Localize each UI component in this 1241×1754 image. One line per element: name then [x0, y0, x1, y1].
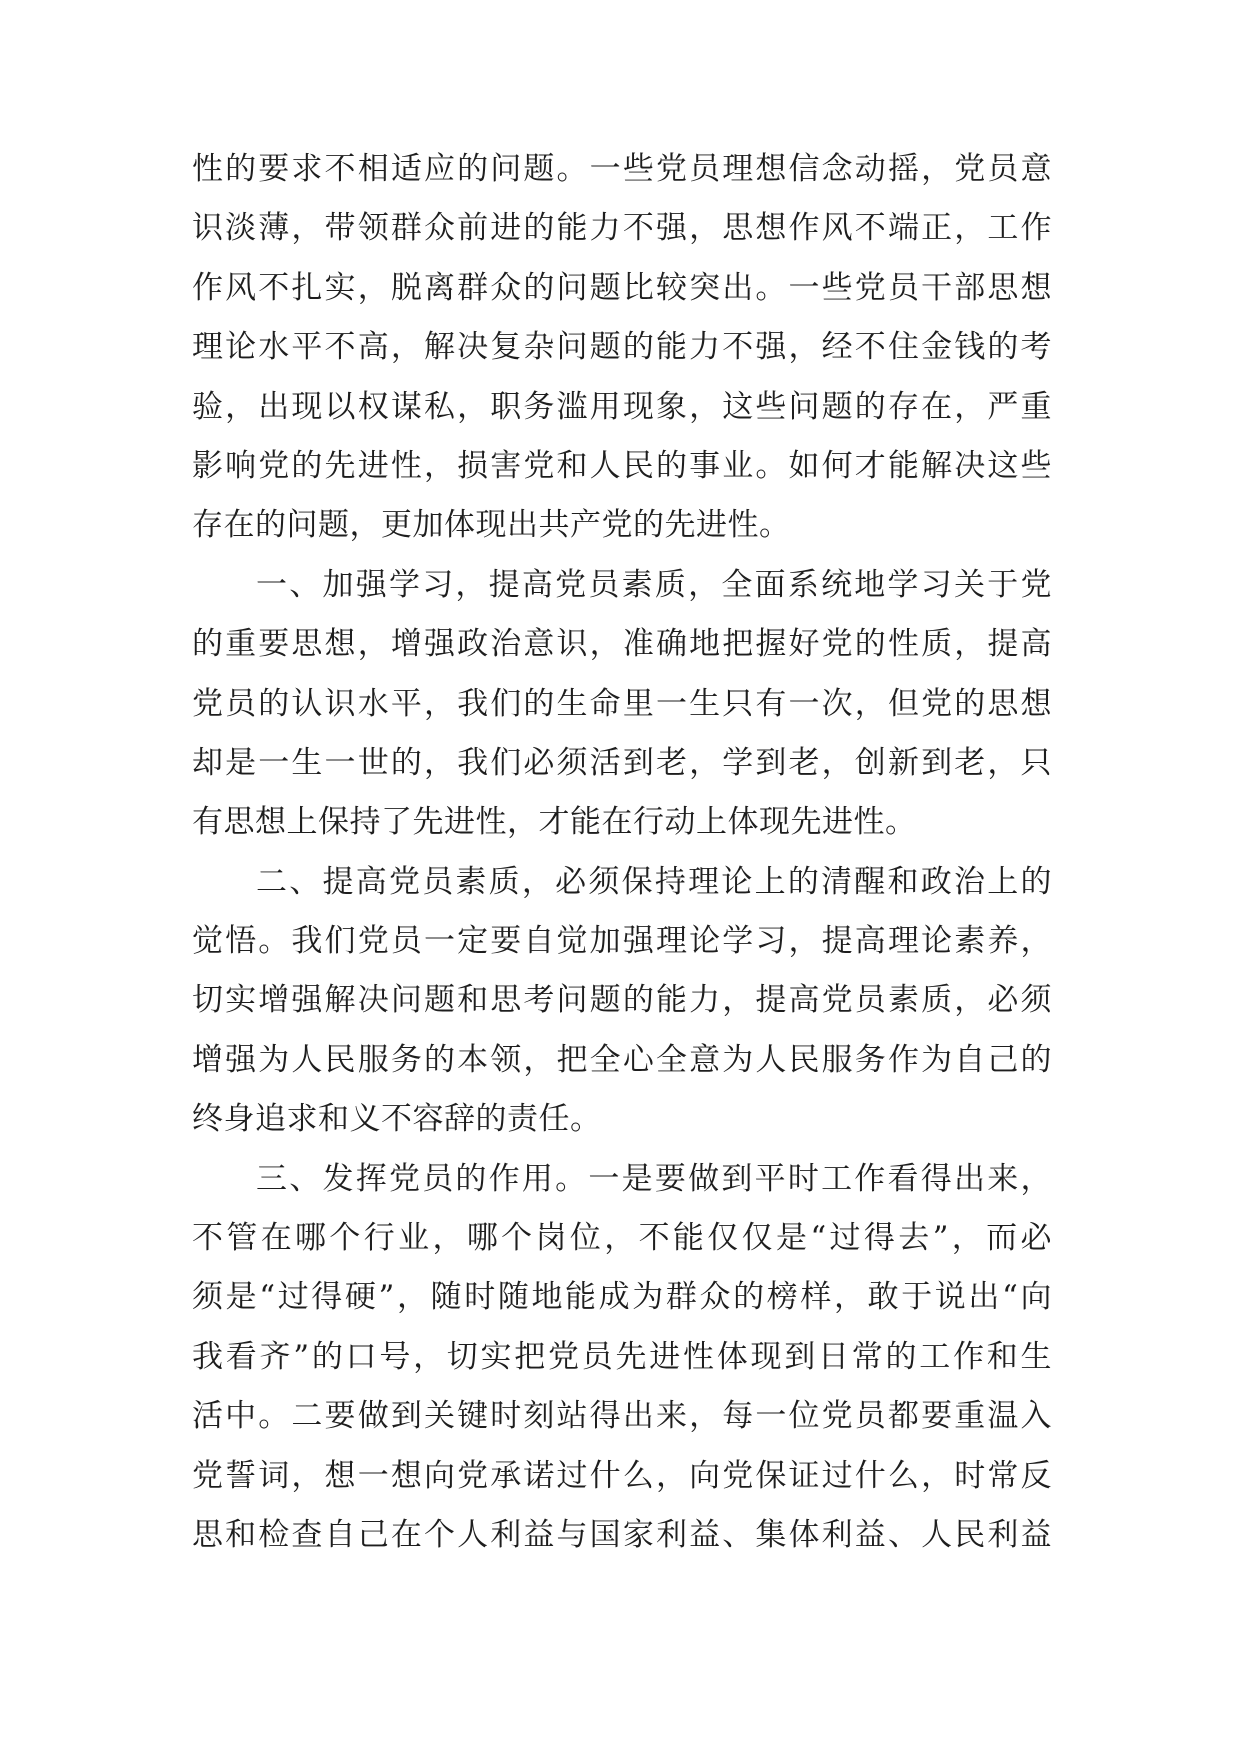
- text-line: 党员的认识水平，我们的生命里一生只有一次，但党的思想: [192, 685, 1052, 722]
- text-line: 不管在哪个行业，哪个岗位，不能仅仅是“过得去”，而必: [192, 1220, 1052, 1257]
- paragraph-first-line: 三、发挥党员的作用。一是要做到平时工作看得出来，: [256, 1160, 1052, 1197]
- text-line: 觉悟。我们党员一定要自觉加强理论学习，提高理论素养，: [192, 923, 1052, 960]
- text-line: 切实增强解决问题和思考问题的能力，提高党员素质，必须: [192, 982, 1052, 1019]
- text-line: 理论水平不高，解决复杂问题的能力不强，经不住金钱的考: [192, 329, 1052, 366]
- text-line: 思和检查自己在个人利益与国家利益、集体利益、人民利益: [192, 1516, 1052, 1553]
- text-line: 党誓词，想一想向党承诺过什么，向党保证过什么，时常反: [192, 1457, 1052, 1494]
- paragraph-first-line: 一、加强学习，提高党员素质，全面系统地学习关于党: [256, 566, 1052, 603]
- text-line: 活中。二要做到关键时刻站得出来，每一位党员都要重温入: [192, 1398, 1052, 1435]
- text-line: 却是一生一世的，我们必须活到老，学到老，创新到老，只: [192, 744, 1052, 781]
- text-line: 我看齐”的口号，切实把党员先进性体现到日常的工作和生: [192, 1338, 1052, 1375]
- text-line: 识淡薄，带领群众前进的能力不强，思想作风不端正，工作: [192, 210, 1052, 247]
- text-line: 须是“过得硬”，随时随地能成为群众的榜样，敢于说出“向: [192, 1279, 1052, 1316]
- text-line: 性的要求不相适应的问题。一些党员理想信念动摇，党员意: [192, 151, 1052, 187]
- text-line: 增强为人民服务的本领，把全心全意为人民服务作为自己的: [192, 1041, 1052, 1078]
- document-body: [192, 140, 1052, 1565]
- text-line: 影响党的先进性，损害党和人民的事业。如何才能解决这些: [192, 447, 1052, 484]
- text-line: 作风不扎实，脱离群众的问题比较突出。一些党员干部思想: [192, 269, 1052, 306]
- paragraph-first-line: 二、提高党员素质，必须保持理论上的清醒和政治上的: [256, 863, 1052, 900]
- text-line: 有思想上保持了先进性，才能在行动上体现先进性。: [192, 804, 917, 841]
- text-line: 终身追求和义不容辞的责任。: [192, 1101, 602, 1138]
- text-line: 存在的问题，更加体现出共产党的先进性。: [192, 507, 791, 544]
- text-line: 验，出现以权谋私，职务滥用现象，这些问题的存在，严重: [192, 388, 1052, 425]
- text-line: 的重要思想，增强政治意识，准确地把握好党的性质，提高: [192, 626, 1052, 663]
